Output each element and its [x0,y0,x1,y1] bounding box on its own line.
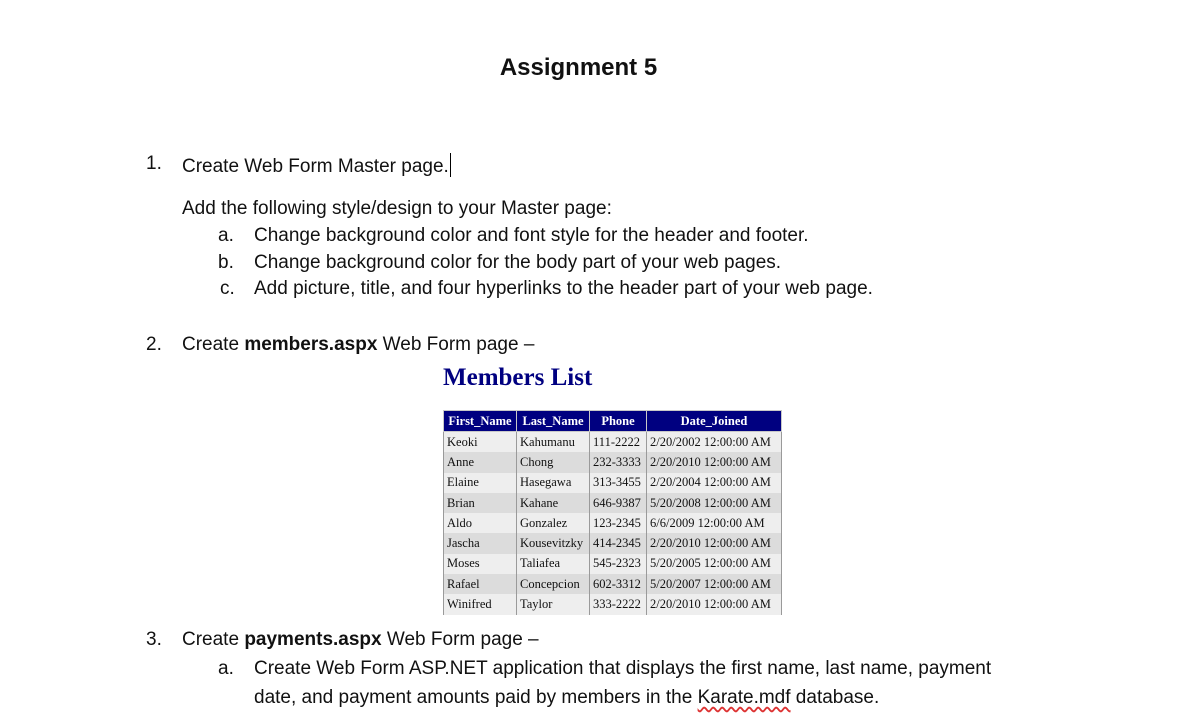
item-2-prefix: Create [182,334,245,355]
line2-after: database. [790,687,880,708]
column-header: Phone [590,411,647,432]
table-row [444,533,782,553]
cell-last-name: Taylor [517,594,590,614]
line2-before: date, and payment amounts paid by members in the [254,687,698,708]
cell-last-name: Taliafea [517,554,590,574]
cell-first-name: Anne [444,452,517,472]
cell-phone: 545-2323 [590,554,647,574]
cell-last-name: Kahumanu [517,432,590,453]
cell-last-name: Kousevitzky [517,533,590,553]
members-list-title: Members List [443,364,593,391]
item-1-number: 1. [146,153,162,174]
item-2-number: 2. [146,334,162,355]
item-3-number: 3. [146,629,162,650]
item-1-label: Create Web Form Master page. [182,156,449,177]
cell-phone: 414-2345 [590,533,647,553]
cell-phone: 333-2222 [590,594,647,614]
column-header: First_Name [444,411,517,432]
cell-last-name: Hasegawa [517,473,590,493]
cell-phone: 313-3455 [590,473,647,493]
table-row [444,594,782,614]
item-3-suffix: Web Form page – [381,629,539,650]
cell-date-joined: 5/20/2005 12:00:00 AM [647,554,782,574]
table-row [444,493,782,513]
subitem-a-text: Change background color and font style for the header and footer. [254,225,809,246]
column-header: Last_Name [517,411,590,432]
cell-first-name: Brian [444,493,517,513]
item-3-subitem-a-line1: Create Web Form ASP.NET application that displays the first name, last name, payment [254,658,992,679]
cell-last-name: Kahane [517,493,590,513]
column-header: Date_Joined [647,411,782,432]
item-3-filename: payments.aspx [244,629,382,650]
subitem-b-letter: b. [218,252,234,273]
cell-last-name: Chong [517,452,590,472]
cell-date-joined: 2/20/2010 12:00:00 AM [647,452,782,472]
item-3-prefix: Create [182,629,245,650]
cell-phone: 232-3333 [590,452,647,472]
cell-phone: 111-2222 [590,432,647,453]
table-row [444,452,782,472]
item-2-text [182,334,534,356]
subitem-b-text: Change background color for the body part of your web pages. [254,252,782,273]
cell-first-name: Aldo [444,513,517,533]
cell-first-name: Winifred [444,594,517,614]
cell-date-joined: 2/20/2002 12:00:00 AM [647,432,782,453]
cell-phone: 602-3312 [590,574,647,594]
table-row [444,432,782,453]
cell-date-joined: 6/6/2009 12:00:00 AM [647,513,782,533]
item-3-subitem-a-letter: a. [218,658,234,679]
cell-first-name: Jascha [444,533,517,553]
cell-date-joined: 5/20/2007 12:00:00 AM [647,574,782,594]
item-2-suffix: Web Form page – [377,334,535,355]
item-3-text [182,629,539,651]
cell-last-name: Gonzalez [517,513,590,533]
table-row [444,554,782,574]
item-1-text[interactable] [182,153,451,178]
subitem-a-letter: a. [218,225,234,246]
text-cursor [450,153,451,177]
cell-date-joined: 5/20/2008 12:00:00 AM [647,493,782,513]
table-row [444,574,782,594]
cell-first-name: Rafael [444,574,517,594]
cell-last-name: Concepcion [517,574,590,594]
cell-first-name: Keoki [444,432,517,453]
cell-date-joined: 2/20/2010 12:00:00 AM [647,594,782,614]
table-row [444,473,782,493]
item-3-subitem-a-line2 [254,687,879,709]
table-header-row [444,411,782,432]
cell-phone: 123-2345 [590,513,647,533]
spellcheck-word[interactable]: Karate.mdf [697,687,791,708]
members-table [443,410,782,615]
subitem-c-text: Add picture, title, and four hyperlinks to the header part of your web page. [254,278,873,299]
cell-date-joined: 2/20/2004 12:00:00 AM [647,473,782,493]
cell-phone: 646-9387 [590,493,647,513]
table-row [444,513,782,533]
item-1-intro: Add the following style/design to your Master page: [182,198,612,219]
cell-first-name: Elaine [444,473,517,493]
cell-first-name: Moses [444,554,517,574]
cell-date-joined: 2/20/2010 12:00:00 AM [647,533,782,553]
document-title: Assignment 5 [499,54,658,81]
subitem-c-letter: c. [220,278,235,299]
item-2-filename: members.aspx [244,334,378,355]
